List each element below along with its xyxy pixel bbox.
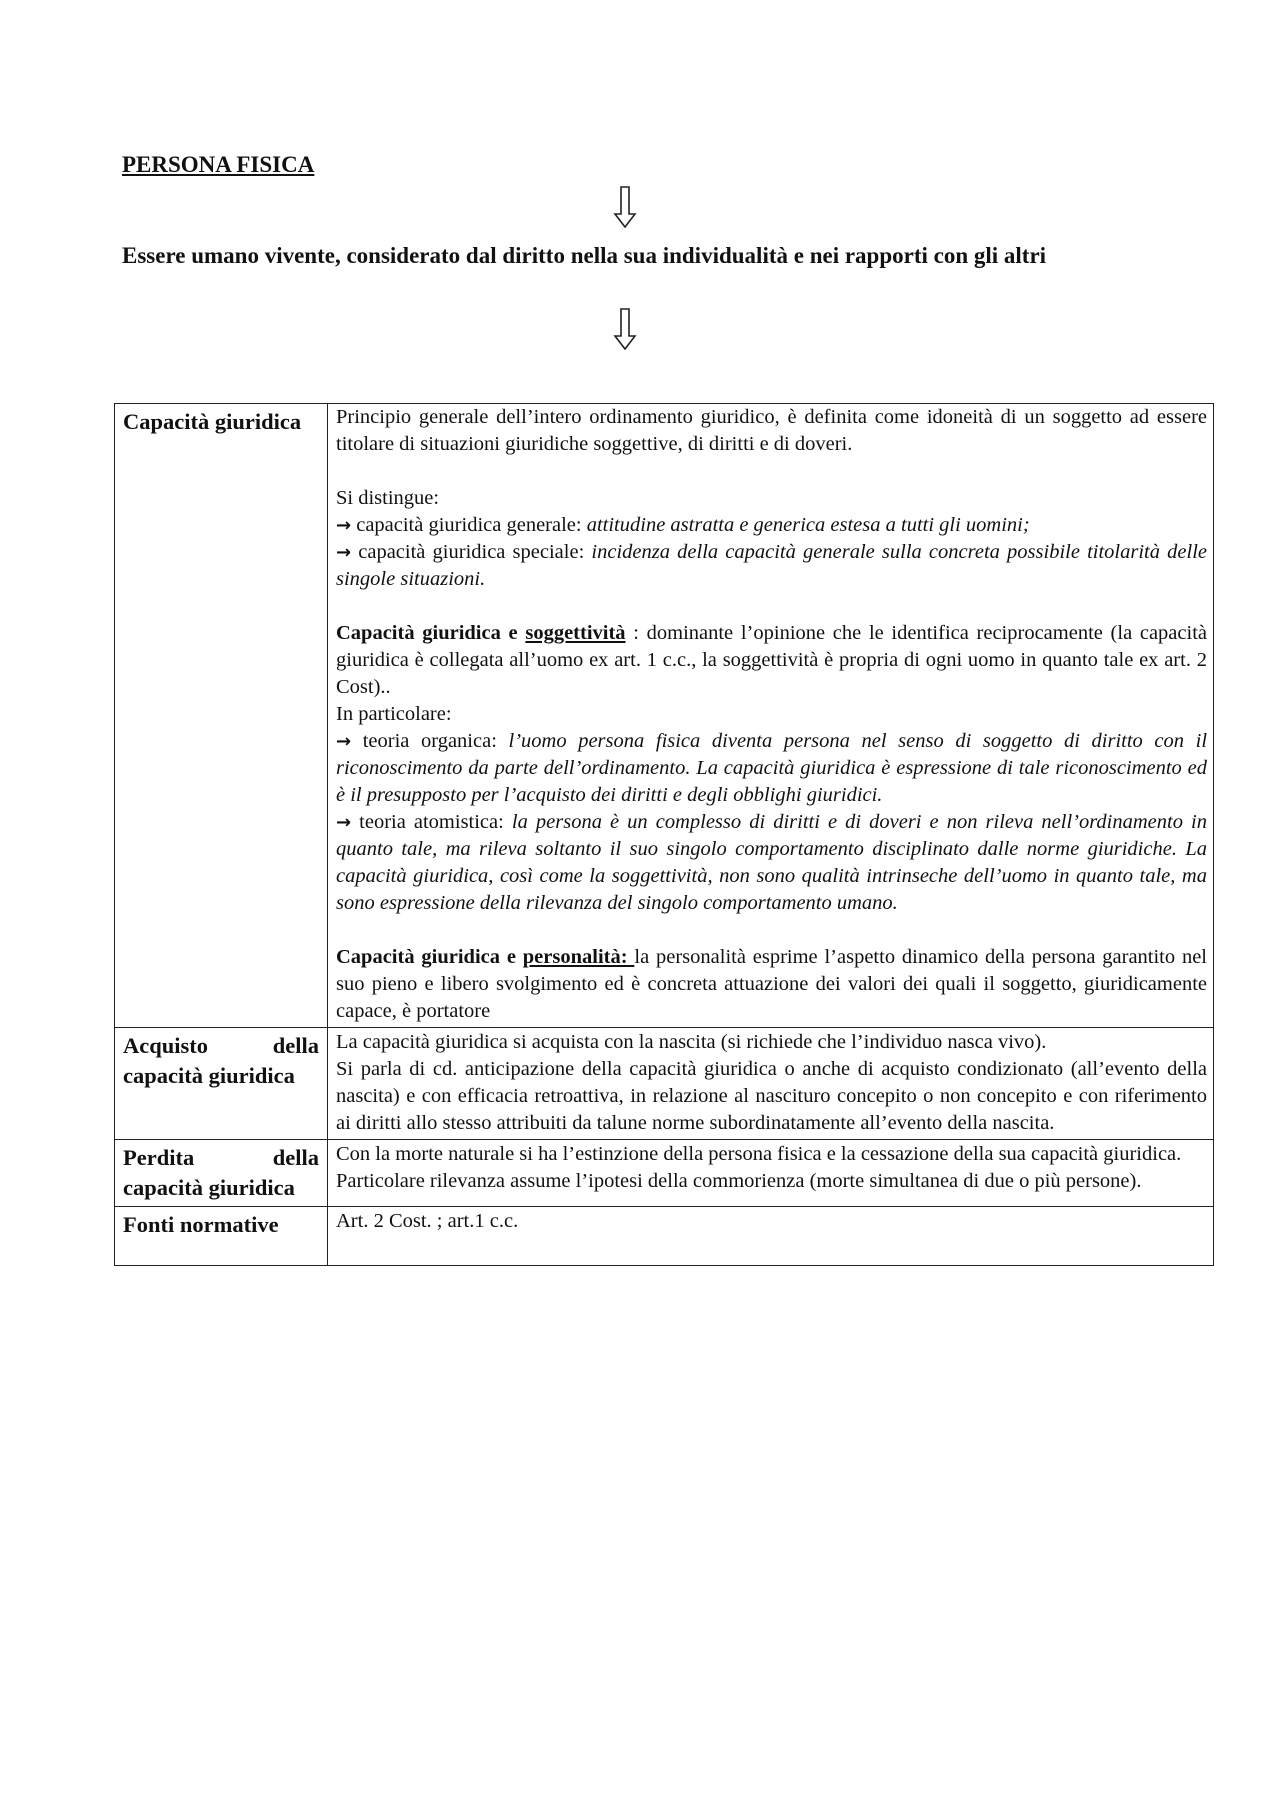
capacita-generale-item: → capacità giuridica generale: attitudine astratta e generica estesa a tutti gli uomini; bbox=[336, 514, 1030, 536]
table-row-fonti bbox=[115, 1207, 1214, 1266]
row-content-capacita bbox=[328, 404, 1214, 1028]
row-label-text: Capacità giuridica bbox=[123, 409, 302, 434]
in-particolare: In particolare: bbox=[336, 703, 452, 725]
row-label-perdita bbox=[115, 1140, 328, 1207]
table-row-perdita bbox=[115, 1140, 1214, 1207]
row-content-acquisto bbox=[328, 1028, 1214, 1140]
fonti-text: Art. 2 Cost. ; art.1 c.c. bbox=[336, 1210, 519, 1232]
right-arrow-icon: → bbox=[336, 731, 352, 752]
right-arrow-icon: → bbox=[336, 515, 352, 536]
down-arrow-icon bbox=[613, 308, 637, 350]
row-label-text: Perdita della capacità giuridica bbox=[123, 1145, 319, 1200]
perdita-commorienza: Particolare rilevanza assume l’ipotesi della commorienza (morte simultanea di due o più persone). bbox=[336, 1170, 1142, 1192]
si-distingue: Si distingue: bbox=[336, 487, 440, 509]
page-title: PERSONA FISICA bbox=[122, 152, 315, 177]
personalita-paragraph: Capacità giuridica e personalità: la personalità esprime l’aspetto dinamico della persona garantito nel suo pieno e libero svolgimento ed è concreta attuazione dei valori dei quali il soggetto, giuridicamente capace, è portatore bbox=[336, 946, 1208, 1022]
row-label-text: Fonti normative bbox=[123, 1212, 279, 1237]
down-arrow-icon bbox=[613, 186, 637, 228]
capacita-definition: Principio generale dell’intero ordinamento giuridico, è definita come idoneità di un soggetto ad essere titolare di situazioni giuridiche soggettive, di diritti e di doveri. bbox=[336, 406, 1207, 455]
row-content-fonti bbox=[328, 1207, 1214, 1266]
table-row-acquisto bbox=[115, 1028, 1214, 1140]
row-label-acquisto bbox=[115, 1028, 328, 1140]
row-label-text: Acquisto della capacità giuridica bbox=[123, 1033, 319, 1088]
intro-definition: Essere umano vivente, considerato dal diritto nella sua individualità e nei rapporti con gli altri bbox=[122, 243, 1047, 268]
teoria-atomistica-item: → teoria atomistica: la persona è un complesso di diritti e di doveri e non rileva nell’ordinamento in quanto tale, ma rileva soltanto il suo singolo comportamento disciplinato dalle norme giuridiche. La capacità giuridica, così come la soggettività, non sono qualità intrinseche dell’uomo in quanto tale, ma sono espressione della rilevanza del singolo comportamento umano. bbox=[336, 811, 1207, 914]
table-row-capacita bbox=[115, 404, 1214, 1028]
right-arrow-icon: → bbox=[336, 812, 352, 833]
capacita-speciale-item: → capacità giuridica speciale: incidenza della capacità generale sulla concreta possibile titolarità delle singole situazioni. bbox=[336, 541, 1207, 590]
teoria-organica-item: → teoria organica: l’uomo persona fisica diventa persona nel senso di soggetto di diritto con il riconoscimento da parte dell’ordinamento. La capacità giuridica è espressione di tale riconoscimento ed è il presupposto per l’acquisto dei diritti e degli obblighi giuridici. bbox=[336, 730, 1208, 806]
row-content-perdita bbox=[328, 1140, 1214, 1207]
acquisto-anticipazione: Si parla di cd. anticipazione della capacità giuridica o anche di acquisto condizionato (all’evento della nascita) e con efficacia retroattiva, in relazione al nascituro concepito o non concepito e con riferimento ai diritti allo stesso attribuiti da talune norme subordinatamente all’evento della nascita. bbox=[336, 1058, 1207, 1134]
row-label-fonti bbox=[115, 1207, 328, 1266]
right-arrow-icon: → bbox=[336, 542, 352, 563]
definitions-table bbox=[114, 403, 1214, 1266]
acquisto-nascita: La capacità giuridica si acquista con la nascita (si richiede che l’individuo nasca vivo). bbox=[336, 1031, 1047, 1053]
soggettivita-paragraph: Capacità giuridica e soggettività : dominante l’opinione che le identifica reciprocamente (la capacità giuridica è collegata all’uomo ex art. 1 c.c., la soggettività è propria di ogni uomo in quanto tale ex art. 2 Cost).. bbox=[336, 622, 1207, 698]
perdita-morte: Con la morte naturale si ha l’estinzione della persona fisica e la cessazione della sua capacità giuridica. bbox=[336, 1143, 1182, 1165]
row-label-capacita bbox=[115, 404, 328, 1028]
